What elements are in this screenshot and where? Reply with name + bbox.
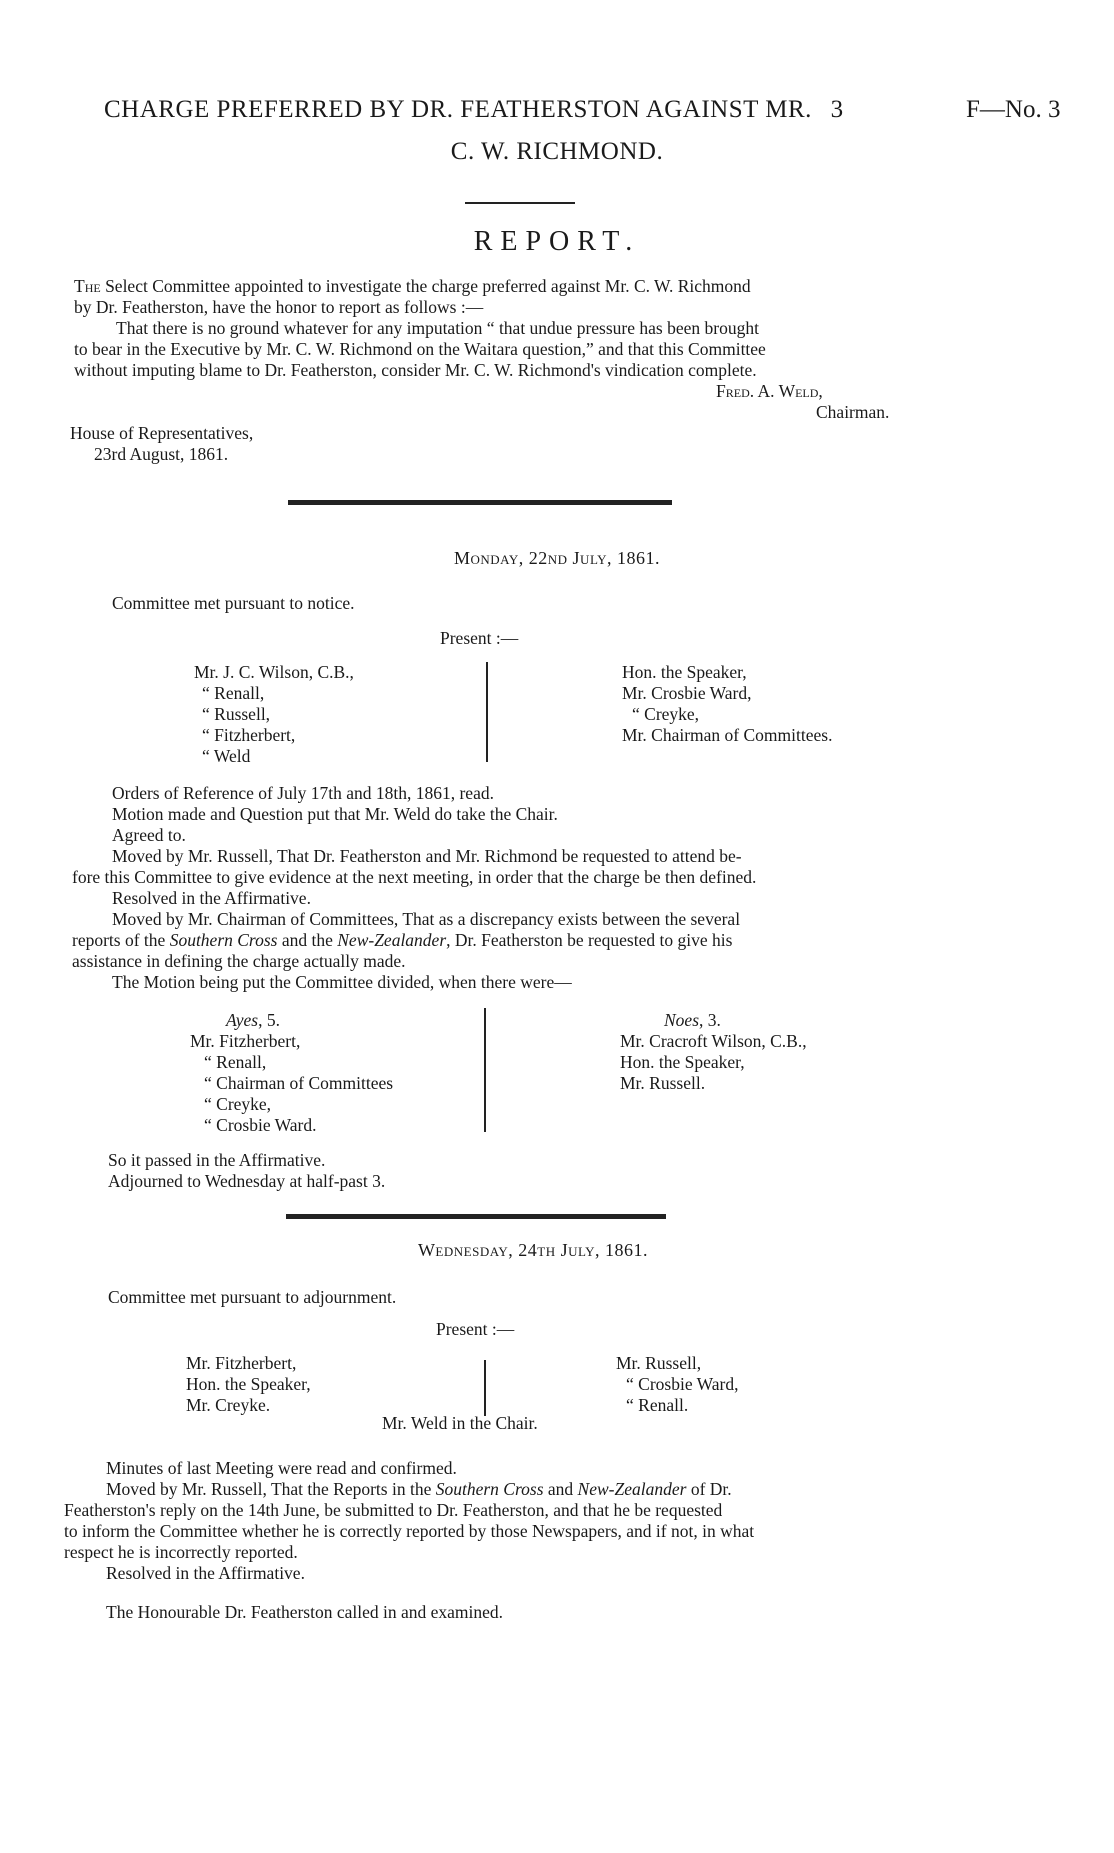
signature-title: Chairman. bbox=[816, 402, 890, 422]
minute-line: Featherston's reply on the 14th June, be submitted to Dr. Featherston, and that he be requested bbox=[64, 1500, 723, 1520]
report-line: That there is no ground whatever for any imputation “ that undue pressure has been brought bbox=[116, 318, 759, 338]
minute-line: Orders of Reference of July 17th and 18th, 1861, read. bbox=[112, 783, 494, 803]
page-number: 3 bbox=[830, 96, 844, 123]
report-place: House of Representatives, bbox=[70, 423, 254, 443]
header-subtitle: C. W. RICHMOND. bbox=[450, 138, 664, 165]
minute-line bbox=[72, 930, 1052, 951]
minute-line: Resolved in the Affirmative. bbox=[112, 888, 311, 908]
text-run: of Dr. bbox=[686, 1479, 732, 1499]
member-name: “ Weld bbox=[202, 746, 251, 766]
meeting-intro: Committee met pursuant to notice. bbox=[112, 593, 355, 613]
member-name: Mr. Russell. bbox=[620, 1073, 706, 1093]
member-name: Mr. Russell, bbox=[616, 1353, 702, 1373]
member-name: “ Renall, bbox=[202, 683, 265, 703]
newspaper-name: New-Zealander bbox=[577, 1479, 687, 1499]
present-list-left bbox=[186, 1353, 311, 1416]
report-line: to bear in the Executive by Mr. C. W. Richmond on the Waitara question,” and that this Committee bbox=[74, 339, 766, 359]
member-name: Mr. Chairman of Committees. bbox=[622, 725, 833, 745]
minute-line: The Motion being put the Committee divided, when there were— bbox=[112, 972, 572, 992]
member-name: Hon. the Speaker, bbox=[622, 662, 747, 682]
meeting-minutes bbox=[64, 1458, 1054, 1584]
report-line: The Select Committee appointed to investigate the charge preferred against Mr. C. W. Richmond bbox=[74, 276, 751, 296]
newspaper-name: Southern Cross bbox=[435, 1479, 544, 1499]
newspaper-name: New-Zealander bbox=[337, 930, 447, 950]
chair-note: Mr. Weld in the Chair. bbox=[382, 1413, 538, 1433]
report-line-text: Select Committee appointed to investigate the charge preferred against Mr. C. W. Richmond bbox=[105, 276, 751, 296]
member-name: Mr. Cracroft Wilson, C.B., bbox=[620, 1031, 807, 1051]
present-label: Present :— bbox=[436, 1319, 515, 1339]
member-name: “ Chairman of Committees bbox=[204, 1073, 394, 1093]
minute-line: assistance in defining the charge actually made. bbox=[72, 951, 406, 971]
present-label: Present :— bbox=[440, 628, 519, 648]
report-heading: REPORT. bbox=[473, 226, 641, 257]
divider bbox=[465, 202, 575, 204]
member-name: Mr. Creyke. bbox=[186, 1395, 271, 1415]
member-name: Mr. Fitzherbert, bbox=[186, 1353, 297, 1373]
member-name: Mr. Crosbie Ward, bbox=[622, 683, 752, 703]
minute-line: Resolved in the Affirmative. bbox=[106, 1563, 305, 1583]
signature: Fred. A. Weld, bbox=[716, 381, 823, 401]
member-name: “ Renall. bbox=[626, 1395, 689, 1415]
member-name: “ Russell, bbox=[202, 704, 271, 724]
document-reference: F—No. 3 bbox=[966, 96, 1061, 123]
minute-line: Moved by Mr. Chairman of Committees, That as a discrepancy exists between the several bbox=[112, 909, 741, 929]
vote-count: , 3. bbox=[699, 1010, 721, 1030]
section-divider bbox=[286, 1214, 666, 1219]
vote-result: So it passed in the Affirmative. bbox=[108, 1150, 326, 1170]
column-divider bbox=[484, 1008, 486, 1132]
vote-label: Ayes bbox=[226, 1010, 259, 1030]
report-body bbox=[74, 276, 1034, 381]
running-header-title bbox=[104, 96, 844, 124]
member-name: Mr. J. C. Wilson, C.B., bbox=[194, 662, 354, 682]
minute-line: fore this Committee to give evidence at the next meeting, in order that the charge be then defined. bbox=[72, 867, 757, 887]
vote-label: Noes bbox=[664, 1010, 699, 1030]
examination-note: The Honourable Dr. Featherston called in and examined. bbox=[106, 1602, 504, 1622]
present-list-left bbox=[194, 662, 354, 767]
report-line: without imputing blame to Dr. Featherston, consider Mr. C. W. Richmond's vindication complete. bbox=[74, 360, 757, 380]
report-line: by Dr. Featherston, have the honor to report as follows :— bbox=[74, 297, 484, 317]
member-name: “ Fitzherbert, bbox=[202, 725, 296, 745]
member-name: “ Crosbie Ward. bbox=[204, 1115, 317, 1135]
adjournment-note: Adjourned to Wednesday at half-past 3. bbox=[108, 1171, 386, 1191]
minute-line: respect he is incorrectly reported. bbox=[64, 1542, 298, 1562]
ayes-list bbox=[190, 1010, 393, 1136]
meeting-date: Wednesday, 24th July, 1861. bbox=[417, 1240, 649, 1260]
meeting-minutes bbox=[72, 783, 1052, 993]
member-name: Hon. the Speaker, bbox=[186, 1374, 311, 1394]
column-divider bbox=[486, 662, 488, 762]
present-list-right bbox=[622, 662, 832, 746]
member-name: “ Renall, bbox=[204, 1052, 267, 1072]
minute-line: to inform the Committee whether he is correctly reported by those Newspapers, and if not, in what bbox=[64, 1521, 755, 1541]
minute-line: Moved by Mr. Russell, That Dr. Featherston and Mr. Richmond be requested to attend be- bbox=[112, 846, 742, 866]
text-run: Moved by Mr. Russell, That the Reports in the bbox=[106, 1479, 436, 1499]
section-divider bbox=[288, 500, 672, 505]
member-name: Mr. Fitzherbert, bbox=[190, 1031, 301, 1051]
text-run: reports of the bbox=[72, 930, 170, 950]
minute-line bbox=[64, 1479, 1054, 1500]
ayes-heading bbox=[190, 1010, 393, 1031]
member-name: “ Creyke, bbox=[204, 1094, 272, 1114]
minute-line: Motion made and Question put that Mr. Weld do take the Chair. bbox=[112, 804, 558, 824]
member-name: Hon. the Speaker, bbox=[620, 1052, 745, 1072]
member-name: “ Crosbie Ward, bbox=[626, 1374, 739, 1394]
minute-line: Minutes of last Meeting were read and confirmed. bbox=[106, 1458, 457, 1478]
meeting-date: Monday, 22nd July, 1861. bbox=[454, 548, 660, 568]
noes-list bbox=[620, 1010, 807, 1094]
present-list-right bbox=[616, 1353, 738, 1416]
minute-line: Agreed to. bbox=[112, 825, 186, 845]
column-divider bbox=[484, 1360, 486, 1416]
noes-heading bbox=[620, 1010, 807, 1031]
newspaper-name: Southern Cross bbox=[169, 930, 278, 950]
member-name: “ Creyke, bbox=[632, 704, 700, 724]
vote-count: , 5. bbox=[258, 1010, 280, 1030]
text-run: and bbox=[543, 1479, 578, 1499]
report-date: 23rd August, 1861. bbox=[94, 444, 229, 464]
text-run: and the bbox=[277, 930, 338, 950]
meeting-intro: Committee met pursuant to adjournment. bbox=[108, 1287, 397, 1307]
header-title-text: CHARGE PREFERRED BY DR. FEATHERSTON AGAINST MR. bbox=[104, 96, 812, 123]
text-run: , Dr. Featherston be requested to give his bbox=[446, 930, 733, 950]
